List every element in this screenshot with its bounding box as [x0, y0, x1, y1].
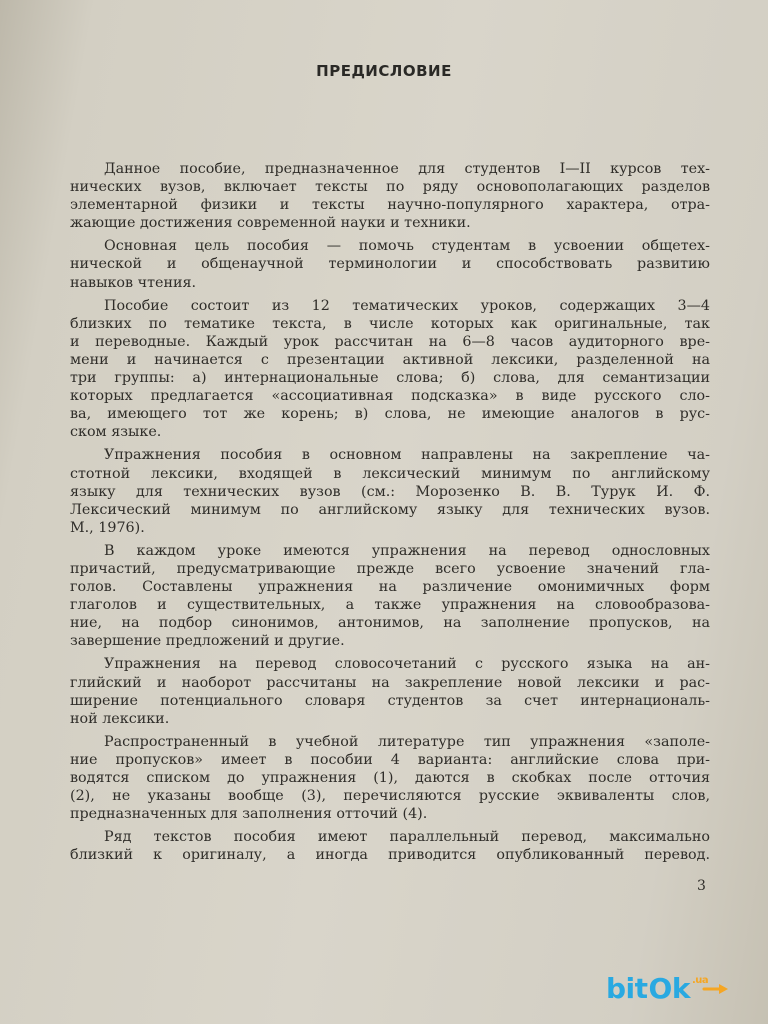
text-line: элементарной физики и тексты научно-популярного характера, отра-	[70, 197, 710, 214]
text-line: ние, на подбор синонимов, антонимов, на заполнение пропусков, на	[70, 615, 710, 632]
text-line: ние пропусков» имеет в пособии 4 варианта: английские слова при-	[70, 751, 710, 768]
text-line: близких по тематике текста, в числе которых как оригинальные, так	[70, 315, 710, 332]
text-line: Пособие состоит из 12 тематических уроков, содержащих 3—4	[104, 297, 710, 314]
watermark-middle: Ok	[648, 972, 690, 1005]
text-line: Данное пособие, предназначенное для студентов I—II курсов тех-	[104, 161, 710, 177]
watermark-swoosh-icon	[702, 981, 732, 997]
text-line: ва, имеющего тот же корень; в) слова, не имеющие аналогов в рус-	[70, 406, 710, 423]
text-line: нических вузов, включает тексты по ряду основополагающих разделов	[70, 179, 710, 196]
text-line: и переводные. Каждый урок рассчитан на 6—8 часов аудиторного вре-	[70, 333, 710, 350]
text-line: голов. Составлены упражнения на различение омонимичных форм	[70, 579, 710, 596]
body-text	[70, 160, 710, 869]
text-line: близкий к оригиналу, а иногда приводится опубликованный перевод.	[70, 847, 710, 864]
text-line: Распространенный в учебной литературе тип упражнения «заполе-	[104, 733, 710, 750]
paragraph	[70, 237, 710, 291]
text-line: стотной лексики, входящей в лексический минимум по английскому	[70, 465, 710, 482]
text-line: Основная цель пособия — помочь студентам в усвоении общетех-	[104, 238, 710, 255]
text-line: В каждом уроке имеются упражнения на перевод однословных	[104, 542, 710, 559]
text-line: жающие достижения современной науки и техники.	[70, 215, 471, 232]
text-line: ной лексики.	[70, 710, 170, 727]
text-line: мени и начинается с презентации активной лексики, разделенной на	[70, 351, 710, 368]
text-line: М., 1976).	[70, 519, 145, 536]
text-line: Упражнения пособия в основном направлены на закрепление ча-	[104, 447, 710, 464]
watermark-prefix: bit	[606, 972, 648, 1005]
bitok-watermark-logo	[606, 972, 732, 1005]
text-line: три группы: а) интернациональные слова; б) слова, для семантизации	[70, 370, 710, 387]
text-line: ширение потенциального словаря студентов за счет интернациональ-	[70, 692, 710, 709]
paragraph	[70, 828, 710, 864]
text-line: водятся списком до упражнения (1), даются в скобках после отточия	[70, 770, 710, 786]
text-line: предназначенных для заполнения отточий (4).	[70, 806, 428, 823]
text-line: (2), не указаны вообще (3), перечисляются русские эквиваленты слов,	[70, 788, 710, 805]
paragraph	[70, 733, 710, 823]
paragraph	[70, 446, 710, 536]
text-line: навыков чтения.	[70, 274, 197, 291]
text-line: ском языке.	[70, 424, 162, 441]
paragraph	[70, 160, 710, 232]
text-line: которых предлагается «ассоциативная подсказка» в виде русского сло-	[70, 388, 710, 405]
text-line: завершение предложений и другие.	[70, 633, 345, 650]
paragraph	[70, 542, 710, 651]
text-line: глаголов и существительных, а также упражнения на словообразова-	[70, 597, 710, 614]
paragraph	[70, 655, 710, 727]
page-number: 3	[697, 878, 706, 894]
page-heading: ПРЕДИСЛОВИЕ	[316, 62, 452, 80]
paragraph	[70, 297, 710, 442]
watermark-tld: .ua	[691, 975, 709, 986]
text-line: Лексический минимум по английскому языку для технических вузов.	[70, 501, 710, 518]
text-line: Ряд текстов пособия имеют параллельный перевод, максимально	[104, 829, 710, 846]
text-line: причастий, предусматривающие прежде всего усвоение значений гла-	[70, 560, 710, 577]
text-line: языку для технических вузов (см.: Морозенко В. В. Турук И. Ф.	[70, 483, 710, 500]
text-line: нической и общенаучной терминологии и способствовать развитию	[70, 256, 710, 273]
text-line: Упражнения на перевод словосочетаний с русского языка на ан-	[104, 656, 710, 673]
text-line: глийский и наоборот рассчитаны на закрепление новой лексики и рас-	[70, 674, 710, 691]
